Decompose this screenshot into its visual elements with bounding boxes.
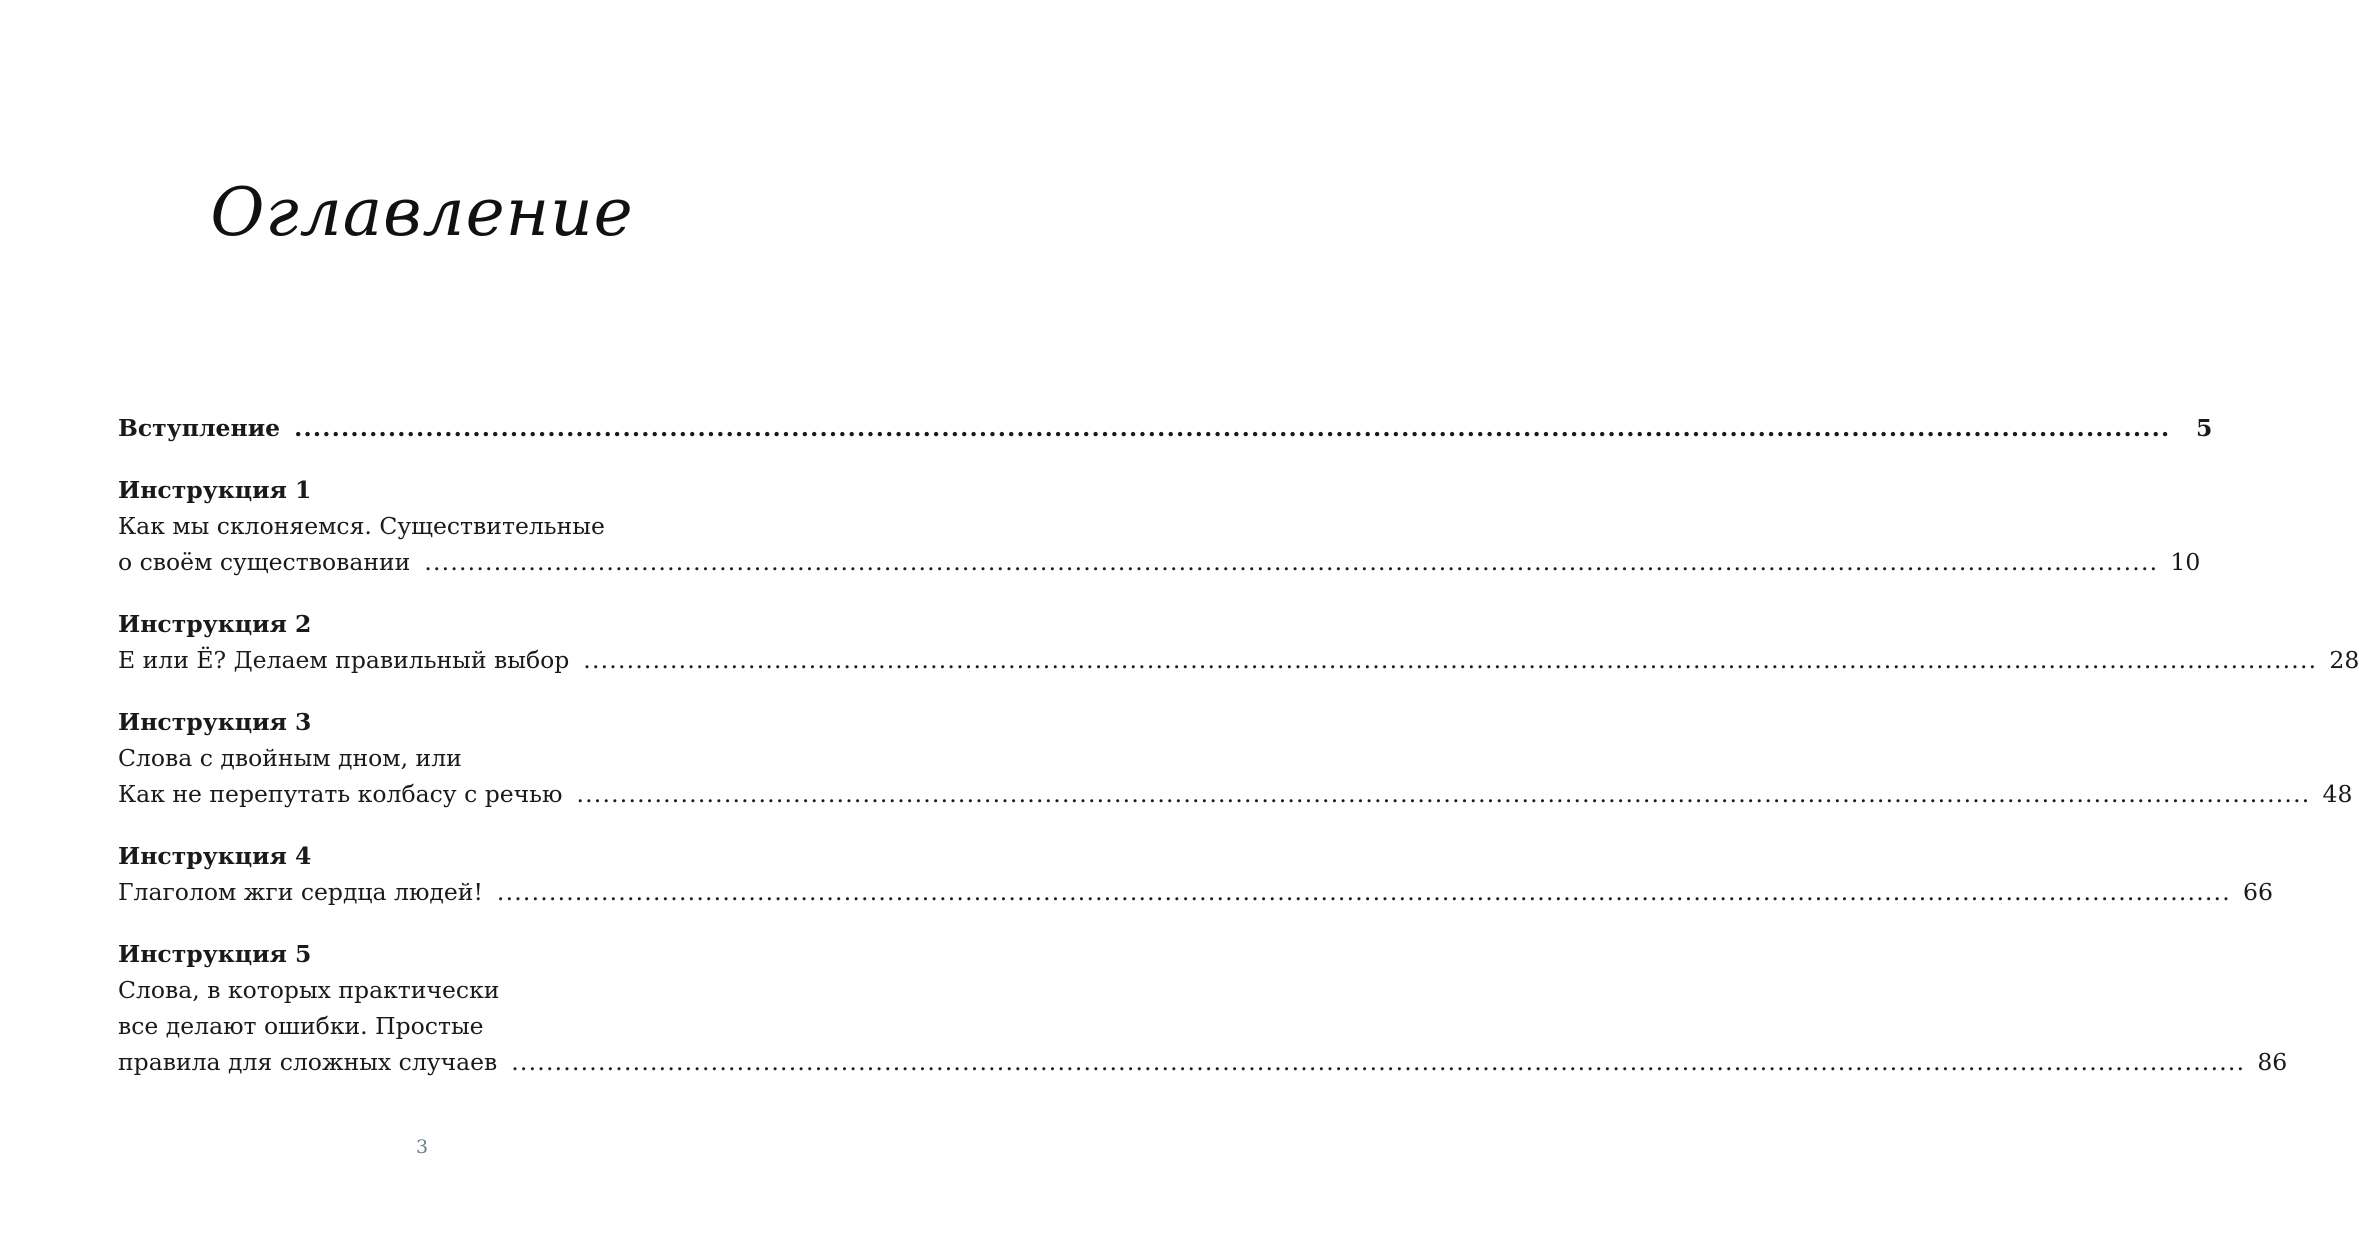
- toc-entry-2[interactable]: [118, 606, 2359, 678]
- toc-entry-line: о своём существовании: [118, 548, 411, 576]
- toc-entry-line: Е или Ё? Делаем правильный выбор: [118, 646, 570, 674]
- table-of-contents: [118, 410, 2359, 1080]
- toc-entry-heading: Инструкция 3: [118, 708, 312, 736]
- toc-entry-page: 66: [2243, 878, 2273, 906]
- toc-entry-last-line: [118, 544, 2201, 580]
- toc-entry-page: 48: [2322, 780, 2353, 808]
- toc-intro-page: 5: [2196, 414, 2213, 442]
- toc-entry-last-line: [118, 1044, 2288, 1080]
- toc-entry-heading: Инструкция 1: [118, 476, 312, 504]
- dot-leader: ........................................................................................................................................................................................................: [424, 548, 2159, 576]
- page-title: Оглавление: [210, 174, 634, 251]
- toc-entry-5[interactable]: [118, 936, 2288, 1080]
- toc-entry-page: 10: [2170, 548, 2201, 576]
- toc-entry-line: Глаголом жги сердца людей!: [118, 878, 483, 906]
- dot-leader: ........................................................................................................................................................................................................: [576, 780, 2311, 808]
- toc-entry-heading: Инструкция 4: [118, 842, 312, 870]
- dot-leader: ........................................................................................................................................................................................................: [511, 1048, 2246, 1076]
- toc-entry-4[interactable]: [118, 838, 2273, 910]
- toc-intro-title: Вступление: [118, 414, 281, 442]
- toc-entry-last-line: [118, 874, 2273, 910]
- dot-leader: ........................................................................................................................................................................................................: [496, 878, 2231, 906]
- toc-entry-line: Слова, в которых практически: [118, 976, 500, 1004]
- toc-entry-heading: Инструкция 5: [118, 940, 312, 968]
- toc-entry-1[interactable]: [118, 472, 2201, 580]
- toc-entry-last-line: [118, 642, 2359, 678]
- toc-entry-3[interactable]: [118, 704, 2353, 812]
- toc-entry-last-line: [118, 776, 2353, 812]
- dot-leader: ........................................................................................................................................................................................................: [583, 646, 2318, 674]
- toc-entry-heading: Инструкция 2: [118, 610, 312, 638]
- toc-entry-page: 28: [2329, 646, 2359, 674]
- toc-entry-line: правила для сложных случаев: [118, 1048, 498, 1076]
- toc-entry-page: 86: [2257, 1048, 2288, 1076]
- toc-entry-line: Слова с двойным дном, или: [118, 744, 462, 772]
- toc-intro-line: [118, 410, 2213, 446]
- toc-entry-line: Как не перепутать колбасу с речью: [118, 780, 563, 808]
- page-number: 3: [415, 1136, 429, 1158]
- toc-entry-line: все делают ошибки. Простые: [118, 1012, 484, 1040]
- toc-entry-intro[interactable]: [118, 410, 2213, 446]
- dot-leader: ........................................................................................................................................................................................................: [294, 414, 2171, 442]
- toc-entry-line: Как мы склоняемся. Существительные: [118, 512, 605, 540]
